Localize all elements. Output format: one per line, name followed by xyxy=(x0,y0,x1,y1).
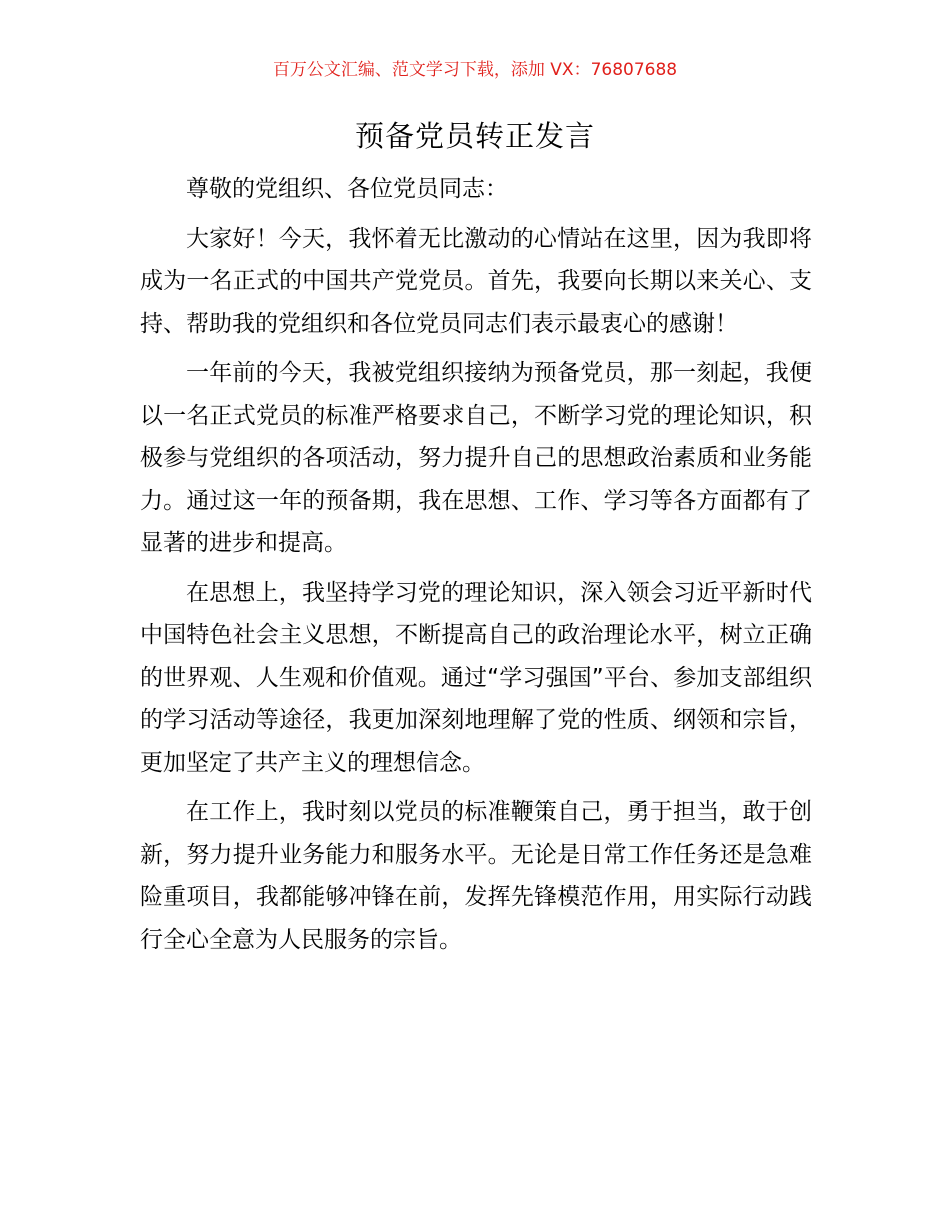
probation-paragraph: 一年前的今天，我被党组织接纳为预备党员，那一刻起，我便以一名正式党员的标准严格要求自己，不断学习党的理论知识，积极参与党组织的各项活动，努力提升自己的思想政治素质和业务能力。通过这一年的预备期，我在思想、工作、学习等各方面都有了显著的进步和提高。 xyxy=(140,360,812,556)
document-body xyxy=(140,168,812,968)
ideology-paragraph: 在思想上，我坚持学习党的理论知识，深入领会习近平新时代中国特色社会主义思想，不断提高自己的政治理论水平，树立正确的世界观、人生观和价值观。通过“学习强国”平台、参加支部组织的学习活动等途径，我更加深刻地理解了党的性质、纲领和宗旨，更加坚定了共产主义的理想信念。 xyxy=(140,579,812,776)
work-paragraph: 在工作上，我时刻以党员的标准鞭策自己，勇于担当，敢于创新，努力提升业务能力和服务水平。无论是日常工作任务还是急难险重项目，我都能够冲锋在前，发挥先锋模范作用，用实际行动践行全心全意为人民服务的宗旨。 xyxy=(140,799,812,953)
header-banner: 百万公文汇编、范文学习下载，添加 VX：76807688 xyxy=(272,60,678,80)
salutation-paragraph: 尊敬的党组织、各位党员同志： xyxy=(186,176,508,202)
document-title: 预备党员转正发言 xyxy=(354,119,595,153)
greeting-paragraph: 大家好！今天，我怀着无比激动的心情站在这里，因为我即将成为一名正式的中国共产党党员。首先，我要向长期以来关心、支持、帮助我的党组织和各位党员同志们表示最衷心的感谢！ xyxy=(140,225,812,337)
